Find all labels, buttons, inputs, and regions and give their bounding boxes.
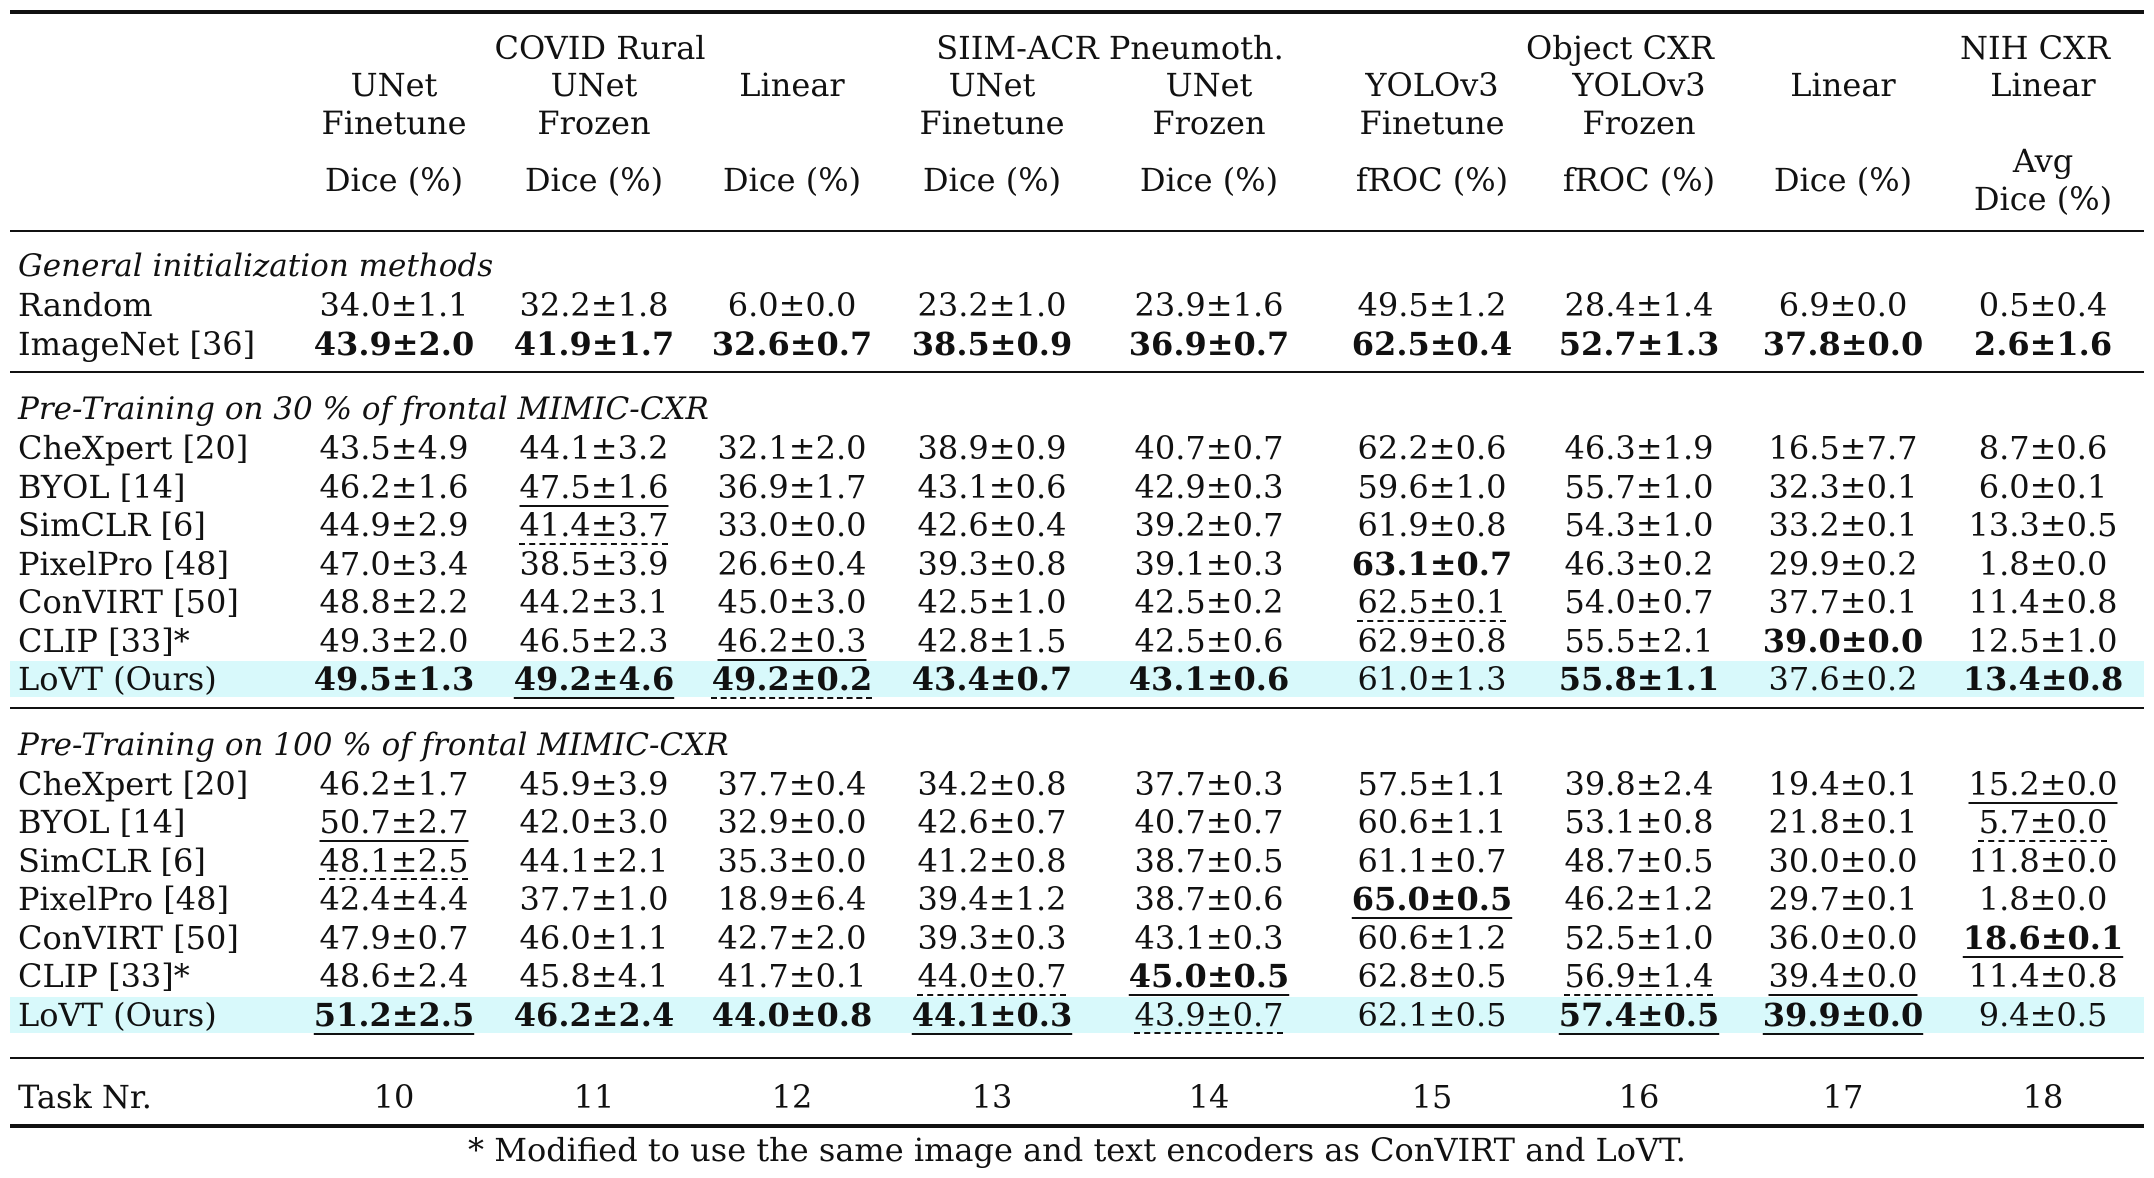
section-rule: [10, 371, 2144, 373]
table-row: [0, 660, 2154, 698]
result-cell: 48.7±0.5: [1564, 841, 1714, 880]
result-cell: 36.9±0.7: [1128, 324, 1290, 363]
column-header-line2: Finetune: [321, 104, 467, 142]
method-name: CheXpert [20]: [18, 764, 249, 803]
task-number: 14: [1188, 1078, 1230, 1116]
result-cell: 41.2±0.8: [917, 841, 1067, 880]
result-cell: 43.1±0.6: [917, 467, 1067, 506]
result-cell: 50.7±2.7: [319, 803, 469, 841]
task-number: 11: [573, 1078, 615, 1116]
result-cell: 15.2±0.0: [1968, 764, 2118, 803]
column-header-metric1: fROC (%): [1562, 161, 1716, 199]
result-cell: 23.2±1.0: [917, 286, 1067, 324]
result-cell: 37.7±0.4: [717, 764, 867, 803]
result-cell: 46.2±1.7: [319, 764, 469, 803]
result-cell: 33.2±0.1: [1768, 506, 1918, 544]
result-cell: 42.0±3.0: [519, 803, 669, 841]
result-cell: 46.2±0.3: [717, 621, 867, 660]
result-cell: 32.1±2.0: [717, 429, 867, 467]
method-name: ImageNet [36]: [18, 324, 256, 363]
result-cell: 32.6±0.7: [711, 324, 873, 363]
column-header-metric1: Dice (%): [1139, 161, 1279, 199]
result-cell: 8.7±0.6: [1978, 429, 2108, 467]
method-name: PixelPro [48]: [18, 544, 229, 583]
result-cell: 44.0±0.8: [711, 995, 873, 1034]
result-cell: 38.7±0.6: [1134, 880, 1284, 918]
result-cell: 47.5±1.6: [519, 467, 669, 506]
result-cell: 39.1±0.3: [1134, 544, 1284, 583]
result-cell: 44.1±2.1: [519, 841, 669, 880]
task-number: 16: [1618, 1078, 1660, 1116]
result-cell: 62.1±0.5: [1357, 995, 1507, 1034]
table-row: [0, 429, 2154, 467]
result-cell: 23.9±1.6: [1134, 286, 1284, 324]
result-cell: 29.9±0.2: [1768, 544, 1918, 583]
method-name: CLIP [33]*: [18, 957, 190, 995]
result-cell: 12.5±1.0: [1968, 621, 2118, 660]
task-number: 12: [771, 1078, 813, 1116]
result-cell: 54.3±1.0: [1564, 506, 1714, 544]
column-group-header: COVID Rural: [494, 29, 706, 67]
result-cell: 60.6±1.2: [1357, 918, 1507, 957]
result-cell: 46.3±0.2: [1564, 544, 1714, 583]
result-cell: 45.8±4.1: [519, 957, 669, 995]
result-cell: 34.2±0.8: [917, 764, 1067, 803]
column-header-metric2: Dice (%): [1973, 180, 2113, 218]
table-row: [0, 622, 2154, 660]
footnote: * Modified to use the same image and text encoders as ConVIRT and LoVT.: [468, 1131, 1686, 1169]
column-header-metric1: Dice (%): [524, 161, 664, 199]
result-cell: 49.3±2.0: [319, 621, 469, 660]
result-cell: 46.0±1.1: [519, 918, 669, 957]
column-header-metric1: fROC (%): [1355, 161, 1509, 199]
column-header-line1: UNet: [1165, 66, 1253, 104]
result-cell: 37.7±0.3: [1134, 764, 1284, 803]
result-cell: 42.6±0.7: [917, 803, 1067, 841]
result-cell: 30.0±0.0: [1768, 841, 1918, 880]
result-cell: 49.5±1.3: [313, 660, 475, 698]
column-group-header: Object CXR: [1526, 29, 1714, 67]
method-name: LoVT (Ours): [18, 995, 217, 1034]
result-cell: 62.5±0.1: [1357, 583, 1507, 621]
result-cell: 52.7±1.3: [1558, 324, 1720, 363]
result-cell: 48.8±2.2: [319, 583, 469, 621]
section-title: General initialization methods: [18, 248, 494, 284]
section-rule: [10, 707, 2144, 709]
result-cell: 40.7±0.7: [1134, 803, 1284, 841]
column-header-line1: Linear: [1990, 66, 2096, 104]
task-number: 17: [1822, 1078, 1864, 1116]
result-cell: 55.8±1.1: [1558, 660, 1720, 698]
column-header-metric1: Dice (%): [324, 161, 464, 199]
result-cell: 40.7±0.7: [1134, 429, 1284, 467]
result-cell: 41.7±0.1: [717, 957, 867, 995]
result-cell: 55.5±2.1: [1564, 621, 1714, 660]
result-cell: 34.0±1.1: [319, 286, 469, 324]
result-cell: 62.9±0.8: [1357, 621, 1507, 660]
result-cell: 33.0±0.0: [717, 506, 867, 544]
result-cell: 5.7±0.0: [1978, 803, 2108, 841]
result-cell: 39.0±0.0: [1762, 621, 1924, 660]
result-cell: 43.5±4.9: [319, 429, 469, 467]
column-header-metric1: Dice (%): [922, 161, 1062, 199]
result-cell: 43.1±0.6: [1128, 660, 1290, 698]
column-header-line1: UNet: [350, 66, 438, 104]
result-cell: 38.5±0.9: [911, 324, 1073, 363]
result-cell: 37.7±1.0: [519, 880, 669, 918]
result-cell: 41.9±1.7: [513, 324, 675, 363]
result-cell: 45.9±3.9: [519, 764, 669, 803]
result-cell: 57.5±1.1: [1357, 764, 1507, 803]
column-group-header: NIH CXR: [1959, 29, 2111, 67]
task-number: 15: [1411, 1078, 1453, 1116]
result-cell: 56.9±1.4: [1564, 957, 1714, 995]
result-cell: 42.8±1.5: [917, 621, 1067, 660]
column-header-line1: Linear: [1790, 66, 1896, 104]
result-cell: 41.4±3.7: [519, 506, 669, 544]
result-cell: 44.1±3.2: [519, 429, 669, 467]
result-cell: 13.4±0.8: [1962, 660, 2124, 698]
result-cell: 39.2±0.7: [1134, 506, 1284, 544]
result-cell: 11.4±0.8: [1968, 583, 2118, 621]
result-cell: 65.0±0.5: [1351, 880, 1513, 918]
result-cell: 45.0±3.0: [717, 583, 867, 621]
result-cell: 16.5±7.7: [1768, 429, 1918, 467]
result-cell: 0.5±0.4: [1978, 286, 2108, 324]
table-row: [0, 842, 2154, 880]
task-number: 18: [2022, 1078, 2064, 1116]
column-header-line2: Frozen: [537, 104, 651, 142]
result-cell: 18.9±6.4: [717, 880, 867, 918]
task-number: 10: [373, 1078, 415, 1116]
table-row: [0, 996, 2154, 1034]
column-group-header: SIIM-ACR Pneumoth.: [936, 29, 1284, 67]
result-cell: 42.6±0.4: [917, 506, 1067, 544]
column-header-line2: Finetune: [919, 104, 1065, 142]
result-cell: 6.0±0.1: [1978, 467, 2108, 506]
method-name: PixelPro [48]: [18, 880, 229, 918]
column-header-line1: Linear: [739, 66, 845, 104]
result-cell: 39.3±0.8: [917, 544, 1067, 583]
result-cell: 46.2±1.2: [1564, 880, 1714, 918]
result-cell: 54.0±0.7: [1564, 583, 1714, 621]
result-cell: 44.2±3.1: [519, 583, 669, 621]
table-row: [0, 468, 2154, 506]
result-cell: 49.5±1.2: [1357, 286, 1507, 324]
table-row: [0, 919, 2154, 957]
result-cell: 32.3±0.1: [1768, 467, 1918, 506]
table-row: [0, 803, 2154, 841]
column-header-line1: YOLOv3: [1365, 66, 1499, 104]
result-cell: 42.4±4.4: [319, 880, 469, 918]
result-cell: 48.1±2.5: [319, 841, 469, 880]
result-cell: 61.1±0.7: [1357, 841, 1507, 880]
result-cell: 38.7±0.5: [1134, 841, 1284, 880]
result-cell: 63.1±0.7: [1351, 544, 1513, 583]
result-cell: 26.6±0.4: [717, 544, 867, 583]
column-header-metric1: Dice (%): [722, 161, 862, 199]
result-cell: 36.9±1.7: [717, 467, 867, 506]
table-row: [0, 583, 2154, 621]
method-name: CheXpert [20]: [18, 429, 249, 467]
result-cell: 42.5±0.2: [1134, 583, 1284, 621]
result-cell: 44.9±2.9: [319, 506, 469, 544]
result-cell: 36.0±0.0: [1768, 918, 1918, 957]
result-cell: 1.8±0.0: [1978, 880, 2108, 918]
result-cell: 37.8±0.0: [1762, 324, 1924, 363]
task-row: [0, 1078, 2154, 1116]
result-cell: 61.0±1.3: [1357, 660, 1507, 698]
result-cell: 1.8±0.0: [1978, 544, 2108, 583]
result-cell: 47.9±0.7: [319, 918, 469, 957]
result-cell: 39.8±2.4: [1564, 764, 1714, 803]
result-cell: 32.2±1.8: [519, 286, 669, 324]
result-cell: 18.6±0.1: [1962, 918, 2124, 957]
method-name: BYOL [14]: [18, 467, 186, 506]
method-name: Random: [18, 286, 153, 324]
result-cell: 46.3±1.9: [1564, 429, 1714, 467]
section-title: Pre-Training on 30 % of frontal MIMIC-CXR: [18, 391, 709, 427]
result-cell: 61.9±0.8: [1357, 506, 1507, 544]
method-name: SimCLR [6]: [18, 841, 206, 880]
table-row: [0, 765, 2154, 803]
result-cell: 59.6±1.0: [1357, 467, 1507, 506]
result-cell: 39.4±0.0: [1768, 957, 1918, 995]
header-rule: [10, 230, 2144, 232]
column-header-metric1: Dice (%): [1773, 161, 1913, 199]
task-number: 13: [971, 1078, 1013, 1116]
result-cell: 6.9±0.0: [1778, 286, 1908, 324]
result-cell: 47.0±3.4: [319, 544, 469, 583]
result-cell: 42.5±0.6: [1134, 621, 1284, 660]
result-cell: 29.7±0.1: [1768, 880, 1918, 918]
result-cell: 43.4±0.7: [911, 660, 1073, 698]
result-cell: 21.8±0.1: [1768, 803, 1918, 841]
result-cell: 42.9±0.3: [1134, 467, 1284, 506]
result-cell: 38.5±3.9: [519, 544, 669, 583]
result-cell: 62.2±0.6: [1357, 429, 1507, 467]
result-cell: 9.4±0.5: [1978, 995, 2108, 1034]
column-header-line2: Finetune: [1359, 104, 1505, 142]
result-cell: 60.6±1.1: [1357, 803, 1507, 841]
result-cell: 2.6±1.6: [1973, 324, 2113, 363]
table-row: [0, 545, 2154, 583]
result-cell: 32.9±0.0: [717, 803, 867, 841]
result-cell: 49.2±0.2: [711, 660, 873, 698]
task-rule-top: [10, 1057, 2144, 1059]
method-name: LoVT (Ours): [18, 660, 217, 698]
result-cell: 62.5±0.4: [1351, 324, 1513, 363]
result-cell: 42.7±2.0: [717, 918, 867, 957]
column-header-line1: UNet: [948, 66, 1036, 104]
result-cell: 46.2±2.4: [513, 995, 675, 1034]
result-cell: 48.6±2.4: [319, 957, 469, 995]
result-cell: 45.0±0.5: [1128, 957, 1290, 995]
result-cell: 11.4±0.8: [1968, 957, 2118, 995]
result-cell: 51.2±2.5: [313, 995, 475, 1034]
table-row: [0, 957, 2154, 995]
method-name: ConVIRT [50]: [18, 918, 239, 957]
column-header-line1: YOLOv3: [1572, 66, 1706, 104]
result-cell: 39.9±0.0: [1762, 995, 1924, 1034]
result-cell: 44.1±0.3: [911, 995, 1073, 1034]
result-cell: 62.8±0.5: [1357, 957, 1507, 995]
result-cell: 46.5±2.3: [519, 621, 669, 660]
bottom-rule: [10, 1124, 2144, 1128]
method-name: CLIP [33]*: [18, 621, 190, 660]
result-cell: 49.2±4.6: [513, 660, 675, 698]
table-row: [0, 286, 2154, 324]
result-cell: 39.4±1.2: [917, 880, 1067, 918]
task-label: Task Nr.: [18, 1078, 152, 1116]
column-header-metric1: Avg: [2012, 142, 2074, 180]
result-cell: 37.6±0.2: [1768, 660, 1918, 698]
column-header-line2: Frozen: [1152, 104, 1266, 142]
section-title: Pre-Training on 100 % of frontal MIMIC-CXR: [18, 726, 729, 763]
result-cell: 11.8±0.0: [1968, 841, 2118, 880]
method-name: BYOL [14]: [18, 803, 186, 841]
result-cell: 52.5±1.0: [1564, 918, 1714, 957]
result-cell: 37.7±0.1: [1768, 583, 1918, 621]
method-name: ConVIRT [50]: [18, 583, 239, 621]
result-cell: 43.9±2.0: [313, 324, 475, 363]
table-row: [0, 325, 2154, 363]
result-cell: 55.7±1.0: [1564, 467, 1714, 506]
result-cell: 35.3±0.0: [717, 841, 867, 880]
table-row: [0, 506, 2154, 544]
result-cell: 38.9±0.9: [917, 429, 1067, 467]
result-cell: 46.2±1.6: [319, 467, 469, 506]
result-cell: 57.4±0.5: [1558, 995, 1720, 1034]
result-cell: 13.3±0.5: [1968, 506, 2118, 544]
top-rule: [10, 10, 2144, 14]
column-header-line1: UNet: [550, 66, 638, 104]
result-cell: 43.1±0.3: [1134, 918, 1284, 957]
result-cell: 53.1±0.8: [1564, 803, 1714, 841]
result-cell: 28.4±1.4: [1564, 286, 1714, 324]
result-cell: 44.0±0.7: [917, 957, 1067, 995]
method-name: SimCLR [6]: [18, 506, 206, 544]
result-cell: 19.4±0.1: [1768, 764, 1918, 803]
column-header-line2: Frozen: [1582, 104, 1696, 142]
result-cell: 42.5±1.0: [917, 583, 1067, 621]
result-cell: 43.9±0.7: [1134, 995, 1284, 1034]
result-cell: 6.0±0.0: [727, 286, 857, 324]
result-cell: 39.3±0.3: [917, 918, 1067, 957]
table-row: [0, 880, 2154, 918]
